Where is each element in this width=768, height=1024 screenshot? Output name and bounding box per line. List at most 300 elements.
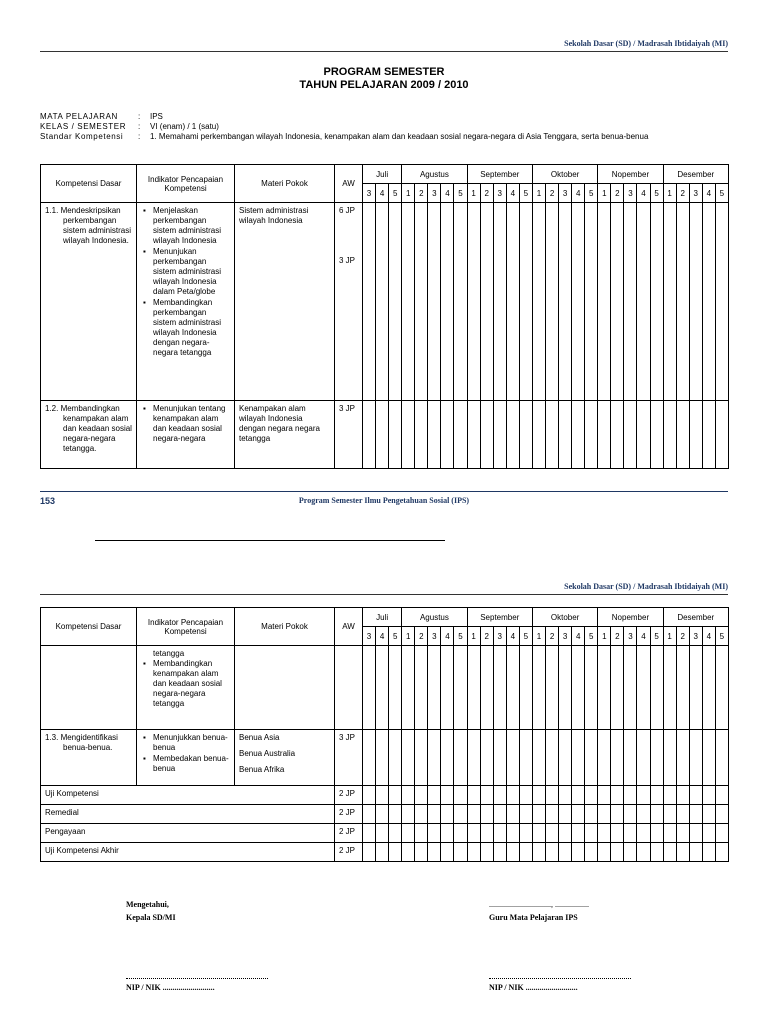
week-number: 1 — [402, 627, 415, 646]
week-cell — [559, 646, 572, 730]
list-item: ▪ Membandingkan kenampakan alam dan keadaan sosial negara-negara tetangga — [141, 659, 230, 709]
week-cell — [402, 786, 415, 805]
week-cell — [572, 401, 585, 469]
week-number: 3 — [689, 627, 702, 646]
week-cell — [467, 203, 480, 401]
week-cell — [559, 203, 572, 401]
week-cell — [376, 786, 389, 805]
week-cell — [546, 203, 559, 401]
week-cell — [715, 843, 728, 862]
week-cell — [663, 786, 676, 805]
signature-place-date: ..............................., ................. — [489, 900, 589, 909]
materi-cell — [235, 203, 335, 401]
week-cell — [376, 401, 389, 469]
indikator-list — [141, 733, 230, 774]
week-cell — [454, 730, 467, 786]
week-number: 1 — [663, 627, 676, 646]
week-cell — [402, 203, 415, 401]
week-cell — [546, 730, 559, 786]
nip-right: NIP / NIK .......................... — [489, 983, 578, 992]
week-number: 1 — [532, 627, 545, 646]
week-cell — [663, 203, 676, 401]
week-cell — [389, 843, 402, 862]
week-cell — [454, 824, 467, 843]
week-cell — [611, 843, 624, 862]
week-cell — [415, 646, 428, 730]
week-cell — [689, 401, 702, 469]
week-cell — [493, 805, 506, 824]
kelas-semester-label: KELAS / SEMESTER — [40, 122, 127, 131]
week-cell — [428, 401, 441, 469]
aw-value: 3 JP — [339, 733, 356, 742]
week-cell — [702, 843, 715, 862]
week-cell — [519, 401, 532, 469]
list-item: ▪ Menunjukan perkembangan sistem administrasi wilayah Indonesia dalam Peta/globe — [141, 247, 230, 297]
kd-text: 1.1. Mendeskripsikan perkembangan sistem administrasi wilayah Indonesia. — [45, 206, 132, 245]
week-number: 1 — [467, 627, 480, 646]
week-cell — [702, 786, 715, 805]
page-subtitle: TAHUN PELAJARAN 2009 / 2010 — [299, 79, 469, 91]
week-cell — [663, 843, 676, 862]
week-cell — [650, 824, 663, 843]
week-cell — [519, 646, 532, 730]
week-number: 2 — [480, 184, 493, 203]
week-cell — [663, 646, 676, 730]
page-separator — [95, 540, 445, 541]
week-cell — [663, 401, 676, 469]
week-cell — [376, 203, 389, 401]
week-cell — [376, 730, 389, 786]
week-cell — [389, 824, 402, 843]
week-number: 2 — [415, 184, 428, 203]
week-cell — [650, 843, 663, 862]
materi-cell — [235, 401, 335, 469]
week-cell — [493, 203, 506, 401]
week-number: 3 — [428, 627, 441, 646]
week-number: 4 — [702, 184, 715, 203]
week-cell — [441, 730, 454, 786]
week-cell — [572, 824, 585, 843]
week-cell — [546, 824, 559, 843]
week-cell — [585, 824, 598, 843]
week-number: 3 — [624, 184, 637, 203]
week-cell — [559, 401, 572, 469]
week-cell — [676, 786, 689, 805]
week-number: 1 — [663, 184, 676, 203]
week-cell — [454, 805, 467, 824]
standar-kompetensi-label: Standar Kompetensi — [40, 132, 124, 141]
week-cell — [559, 824, 572, 843]
week-cell — [454, 203, 467, 401]
indikator-cell — [137, 646, 235, 730]
week-cell — [480, 730, 493, 786]
week-cell — [611, 805, 624, 824]
week-number: 5 — [585, 627, 598, 646]
col-kompetensi-dasar: Kompetensi Dasar — [41, 165, 137, 203]
week-cell — [624, 730, 637, 786]
week-cell — [650, 646, 663, 730]
kd-cell — [41, 730, 137, 786]
week-cell — [519, 805, 532, 824]
week-cell — [689, 203, 702, 401]
kd-text: 1.3. Mengidentifikasi benua-benua. — [45, 733, 118, 752]
week-cell — [637, 401, 650, 469]
week-cell — [689, 786, 702, 805]
week-cell — [467, 646, 480, 730]
week-cell — [611, 646, 624, 730]
week-number: 3 — [689, 184, 702, 203]
kd-cell — [41, 203, 137, 401]
week-number: 1 — [402, 184, 415, 203]
extra-label: Uji Kompetensi — [45, 789, 99, 798]
week-number: 5 — [585, 184, 598, 203]
week-cell — [441, 786, 454, 805]
week-cell — [389, 203, 402, 401]
list-item: ▪ Membandingkan perkembangan sistem administrasi wilayah Indonesia dengan negara-negara tetangga — [141, 298, 230, 358]
week-cell — [532, 786, 545, 805]
colon: : — [138, 122, 141, 131]
week-cell — [676, 843, 689, 862]
week-cell — [454, 646, 467, 730]
week-cell — [715, 730, 728, 786]
week-number: 1 — [598, 627, 611, 646]
aw-cell — [335, 730, 363, 786]
week-number: 5 — [715, 184, 728, 203]
week-cell — [598, 805, 611, 824]
week-cell — [585, 786, 598, 805]
week-cell — [493, 824, 506, 843]
week-cell — [559, 843, 572, 862]
week-cell — [650, 401, 663, 469]
week-cell — [546, 646, 559, 730]
materi-text: Kenampakan alam wilayah Indonesia dengan negara negara tetangga — [239, 404, 320, 443]
week-cell — [480, 646, 493, 730]
table-header-row — [41, 165, 729, 184]
week-cell — [519, 843, 532, 862]
week-cell — [689, 805, 702, 824]
week-cell — [493, 646, 506, 730]
week-cell — [506, 824, 519, 843]
week-cell — [702, 646, 715, 730]
week-cell — [415, 805, 428, 824]
signature-right-role: Guru Mata Pelajaran IPS — [489, 913, 578, 922]
week-number: 3 — [493, 627, 506, 646]
materi-cell — [235, 730, 335, 786]
week-cell — [624, 805, 637, 824]
week-number: 2 — [546, 627, 559, 646]
week-cell — [532, 203, 545, 401]
col-materi-pokok: Materi Pokok — [235, 165, 335, 203]
week-cell — [441, 843, 454, 862]
aw-value: 2 JP — [339, 827, 356, 836]
week-cell — [689, 824, 702, 843]
week-number: 5 — [519, 627, 532, 646]
program-table-page1 — [40, 164, 729, 469]
week-cell — [532, 824, 545, 843]
table-row — [41, 805, 729, 824]
week-cell — [467, 824, 480, 843]
week-cell — [572, 646, 585, 730]
table-row — [41, 786, 729, 805]
week-cell — [637, 805, 650, 824]
week-number: 5 — [389, 184, 402, 203]
week-number: 4 — [506, 184, 519, 203]
table-row — [41, 401, 729, 469]
week-number: 2 — [480, 627, 493, 646]
week-cell — [389, 786, 402, 805]
week-number: 5 — [454, 184, 467, 203]
week-cell — [585, 646, 598, 730]
col-indikator: Indikator Pencapaian Kompetensi — [137, 165, 235, 203]
nip-left: NIP / NIK .......................... — [126, 983, 215, 992]
week-cell — [676, 646, 689, 730]
header-school-label: Sekolah Dasar (SD) / Madrasah Ibtidaiyah (MI) — [564, 582, 728, 591]
week-number: 2 — [611, 627, 624, 646]
extra-label-cell — [41, 843, 335, 862]
week-cell — [637, 843, 650, 862]
aw-value: 2 JP — [339, 808, 356, 817]
kd-cell — [41, 401, 137, 469]
week-cell — [624, 401, 637, 469]
week-cell — [376, 843, 389, 862]
week-cell — [376, 646, 389, 730]
week-cell — [506, 805, 519, 824]
week-cell — [637, 824, 650, 843]
aw-cell — [335, 843, 363, 862]
week-cell — [506, 843, 519, 862]
week-cell — [611, 401, 624, 469]
week-cell — [363, 843, 376, 862]
week-cell — [663, 730, 676, 786]
week-cell — [715, 203, 728, 401]
week-cell — [624, 786, 637, 805]
aw-cell — [335, 805, 363, 824]
week-number: 2 — [676, 627, 689, 646]
table-row — [41, 824, 729, 843]
week-cell — [363, 824, 376, 843]
week-cell — [572, 805, 585, 824]
month-header: Juli — [363, 608, 402, 627]
week-number: 5 — [650, 184, 663, 203]
week-cell — [598, 646, 611, 730]
signature-line-left — [126, 978, 268, 979]
week-number: 3 — [624, 627, 637, 646]
materi-text: Sistem administrasi wilayah Indonesia — [239, 206, 309, 225]
week-cell — [454, 786, 467, 805]
list-item: ▪ Membedakan benua- benua — [141, 754, 230, 774]
week-number: 4 — [702, 627, 715, 646]
metadata-block — [40, 112, 728, 142]
week-cell — [428, 203, 441, 401]
month-header: Oktober — [532, 165, 597, 184]
list-item: ▪ Menunjukan tentang kenampakan alam dan keadaan sosial negara-negara — [141, 404, 230, 444]
table-row — [41, 730, 729, 786]
week-cell — [363, 730, 376, 786]
week-cell — [624, 646, 637, 730]
week-cell — [689, 843, 702, 862]
week-cell — [624, 203, 637, 401]
extra-label: Uji Kompetensi Akhir — [45, 846, 119, 855]
week-cell — [585, 203, 598, 401]
week-cell — [415, 203, 428, 401]
week-cell — [493, 786, 506, 805]
week-cell — [598, 401, 611, 469]
week-number: 4 — [441, 627, 454, 646]
week-cell — [546, 805, 559, 824]
week-cell — [441, 401, 454, 469]
week-cell — [402, 843, 415, 862]
indikator-list — [141, 404, 230, 444]
aw-value: 3 JP — [339, 256, 356, 265]
week-cell — [519, 203, 532, 401]
week-number: 4 — [637, 184, 650, 203]
aw-value: 3 JP — [339, 404, 356, 413]
week-cell — [415, 843, 428, 862]
header-divider — [40, 51, 728, 52]
week-cell — [585, 730, 598, 786]
extra-label: Pengayaan — [45, 827, 86, 836]
week-cell — [676, 401, 689, 469]
week-cell — [467, 843, 480, 862]
week-cell — [363, 401, 376, 469]
week-number: 5 — [715, 627, 728, 646]
week-cell — [467, 786, 480, 805]
week-number: 1 — [532, 184, 545, 203]
week-cell — [637, 646, 650, 730]
week-number: 4 — [441, 184, 454, 203]
week-cell — [572, 730, 585, 786]
month-header: Juli — [363, 165, 402, 184]
week-cell — [454, 401, 467, 469]
week-cell — [506, 786, 519, 805]
aw-cell — [335, 646, 363, 730]
week-cell — [650, 203, 663, 401]
week-cell — [624, 824, 637, 843]
month-header: Agustus — [402, 608, 467, 627]
week-cell — [650, 805, 663, 824]
week-cell — [702, 824, 715, 843]
aw-cell — [335, 824, 363, 843]
week-cell — [637, 730, 650, 786]
week-number: 4 — [376, 627, 389, 646]
week-cell — [480, 786, 493, 805]
col-materi-pokok: Materi Pokok — [235, 608, 335, 646]
week-cell — [532, 843, 545, 862]
week-cell — [598, 786, 611, 805]
week-cell — [702, 401, 715, 469]
week-cell — [428, 786, 441, 805]
extra-label-cell — [41, 786, 335, 805]
aw-cell — [335, 786, 363, 805]
week-cell — [715, 786, 728, 805]
week-cell — [480, 401, 493, 469]
aw-cell — [335, 401, 363, 469]
week-cell — [454, 843, 467, 862]
col-indikator: Indikator Pencapaian Kompetensi — [137, 608, 235, 646]
materi-text: Benua Australia — [239, 749, 296, 758]
week-cell — [363, 203, 376, 401]
month-header: September — [467, 608, 532, 627]
week-cell — [389, 805, 402, 824]
month-header: Desember — [663, 165, 728, 184]
week-cell — [428, 843, 441, 862]
week-cell — [532, 401, 545, 469]
week-cell — [363, 805, 376, 824]
week-number: 4 — [376, 184, 389, 203]
week-cell — [663, 805, 676, 824]
week-cell — [572, 786, 585, 805]
week-cell — [428, 824, 441, 843]
week-cell — [376, 824, 389, 843]
week-cell — [546, 401, 559, 469]
week-cell — [676, 805, 689, 824]
week-cell — [415, 401, 428, 469]
week-cell — [532, 730, 545, 786]
aw-value: 2 JP — [339, 846, 356, 855]
week-number: 2 — [676, 184, 689, 203]
kelas-semester-value: VI (enam) / 1 (satu) — [150, 122, 219, 131]
week-cell — [715, 401, 728, 469]
program-table-page2 — [40, 607, 729, 862]
week-number: 4 — [506, 627, 519, 646]
week-number: 1 — [598, 184, 611, 203]
month-header: September — [467, 165, 532, 184]
week-cell — [480, 824, 493, 843]
week-cell — [585, 843, 598, 862]
week-cell — [363, 646, 376, 730]
week-cell — [519, 730, 532, 786]
signature-left-intro: Mengetahui, — [126, 900, 169, 909]
week-cell — [428, 805, 441, 824]
kd-cell — [41, 646, 137, 730]
week-cell — [467, 730, 480, 786]
week-cell — [506, 401, 519, 469]
week-cell — [624, 843, 637, 862]
week-cell — [559, 786, 572, 805]
week-cell — [715, 805, 728, 824]
week-cell — [702, 203, 715, 401]
week-cell — [363, 786, 376, 805]
week-cell — [441, 646, 454, 730]
week-cell — [402, 805, 415, 824]
week-cell — [493, 843, 506, 862]
month-header: Desember — [663, 608, 728, 627]
aw-value: 2 JP — [339, 789, 356, 798]
week-cell — [441, 805, 454, 824]
week-cell — [650, 786, 663, 805]
aw-value: 6 JP — [339, 206, 356, 215]
week-cell — [389, 401, 402, 469]
page-number: 153 — [40, 496, 56, 506]
indikator-cell — [137, 203, 235, 401]
week-cell — [598, 824, 611, 843]
week-cell — [637, 203, 650, 401]
week-cell — [546, 786, 559, 805]
week-cell — [598, 203, 611, 401]
week-cell — [428, 646, 441, 730]
week-cell — [611, 730, 624, 786]
header-school-label: Sekolah Dasar (SD) / Madrasah Ibtidaiyah (MI) — [564, 39, 728, 48]
week-cell — [611, 203, 624, 401]
week-cell — [598, 843, 611, 862]
week-cell — [702, 805, 715, 824]
week-number: 3 — [559, 184, 572, 203]
signature-line-right — [489, 978, 631, 979]
week-cell — [598, 730, 611, 786]
week-cell — [611, 824, 624, 843]
week-number: 2 — [546, 184, 559, 203]
month-header: Oktober — [532, 608, 597, 627]
